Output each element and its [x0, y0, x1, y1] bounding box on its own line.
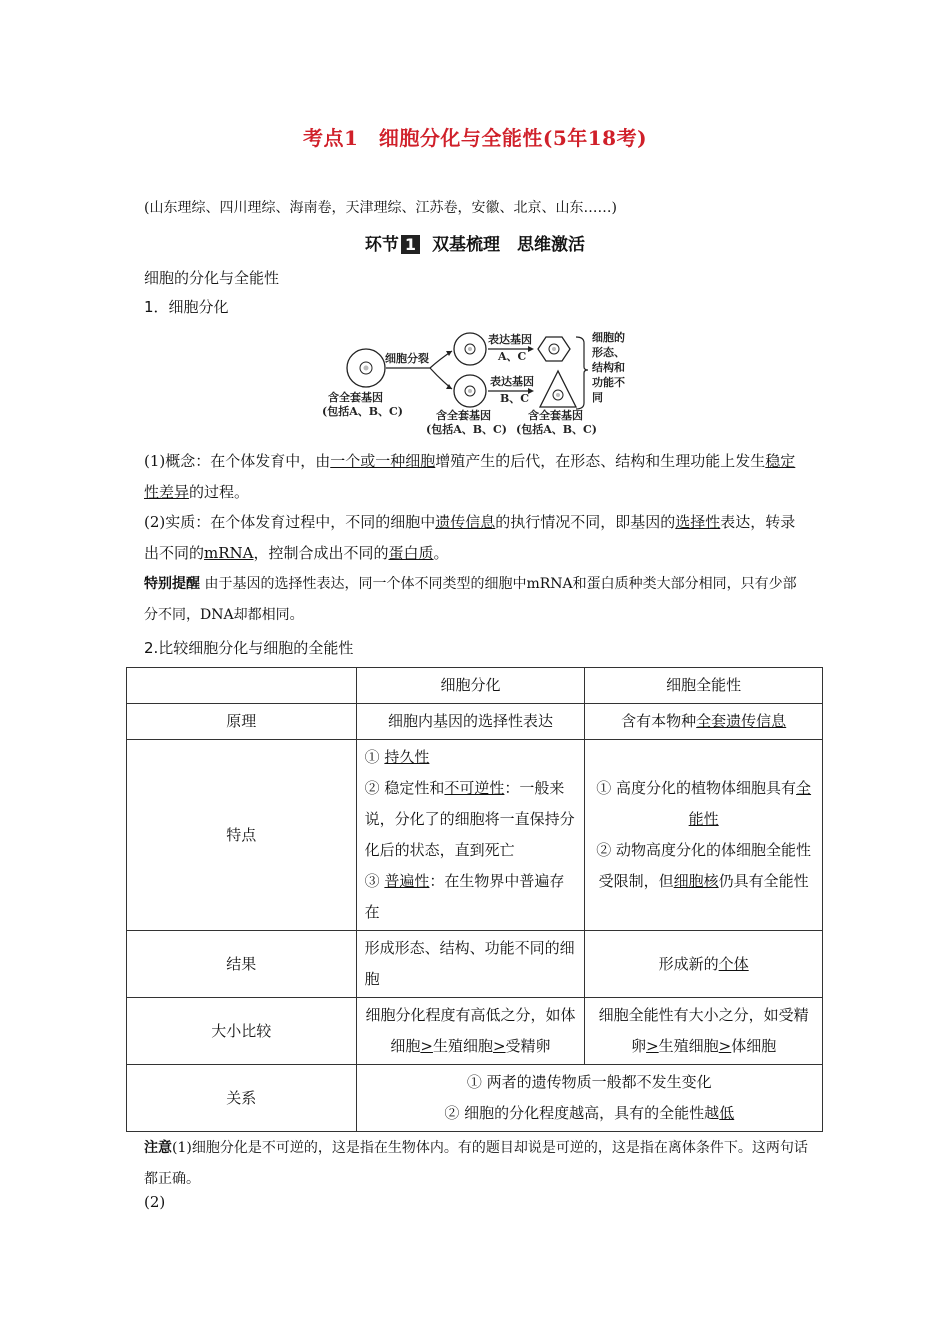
concept-underline-1: 一个或一种细胞: [330, 452, 436, 470]
note-item-2: (2): [144, 1193, 166, 1211]
essence-part-4: ，控制合成出不同的: [253, 544, 389, 562]
feature-1-num: ①: [364, 748, 385, 766]
result-totipotency: [585, 931, 823, 998]
toti-feature-1-underline: 全能性: [688, 779, 812, 828]
item1-heading: 1．细胞分化: [144, 298, 229, 316]
daughter-bottom-nucleolus: [468, 389, 472, 393]
essence-paragraph: [144, 507, 810, 569]
hexagon-nucleolus: [552, 347, 556, 351]
left-label-1: 含全套基因: [328, 391, 383, 404]
result-line-1: 细胞的: [592, 331, 625, 344]
bottom-genes-label: B、C: [500, 392, 530, 405]
principle-totipotency-underline: 全套遗传信息: [696, 712, 787, 730]
comparison-table: [126, 667, 823, 1132]
arrow-top-head: [528, 346, 534, 352]
top-genes-label: A、C: [498, 350, 527, 363]
size-toti-a: 细胞全能性有大小之分，如受精卵: [598, 1006, 809, 1055]
right-label-1: 含全套基因: [528, 409, 583, 422]
concept-suffix: 的过程。: [189, 483, 250, 501]
essence-part-5: 。: [433, 544, 449, 562]
table-header-row: [127, 668, 823, 704]
features-totipotency: [585, 740, 823, 931]
feature-3-underline: 普遍性: [384, 872, 430, 890]
tip-label: 特别提醒: [144, 576, 200, 592]
toti-feature-2-pre: ② 动物高度分化的体细胞全能性受限制，但: [596, 841, 812, 890]
size-toti-gt-2: >: [718, 1037, 732, 1055]
exam-sources: (山东理综、四川理综、海南卷，天津理综、江苏卷，安徽、北京、山东……): [144, 200, 617, 216]
row-label-relation: 关系: [127, 1065, 357, 1132]
essence-underline-3: mRNA: [204, 544, 254, 562]
row-label-size: 大小比较: [127, 998, 357, 1065]
concept-mid: 增殖产生的后代，在形态、结构和生理功能上发生: [435, 452, 766, 470]
relation-line-2-underline: 低: [719, 1104, 735, 1122]
table-row: [127, 1065, 823, 1132]
principle-totipotency: [585, 704, 823, 740]
arrow-up-head: [446, 351, 452, 356]
feature-3-text: ：在生物界中普遍存在: [364, 872, 565, 921]
section-banner: [0, 230, 950, 255]
feature-1-underline: 持久性: [384, 748, 430, 766]
mid-label-2: (包括A、B、C): [426, 423, 507, 436]
toti-feature-1-pre: ① 高度分化的植物体细胞具有: [596, 779, 797, 797]
relation-cell: [356, 1065, 822, 1132]
size-toti-c: 体细胞: [731, 1037, 777, 1055]
feature-2-underline: 不可逆性: [444, 779, 505, 797]
note-label: 注意: [144, 1140, 172, 1156]
size-diff-a: 细胞分化程度有高低之分，如体细胞: [365, 1006, 576, 1055]
right-label-2: (包括A、B、C): [516, 423, 597, 436]
row-label-features: 特点: [127, 740, 357, 931]
relation-line-2-pre: ② 细胞的分化程度越高，具有的全能性越: [444, 1104, 720, 1122]
essence-part-3: 表达，转录出不同的: [144, 513, 796, 562]
size-diff-gt-1: >: [420, 1037, 433, 1055]
size-toti-b: 生殖细胞: [658, 1037, 719, 1055]
banner-prefix: 环节: [364, 235, 399, 255]
size-toti-gt-1: >: [646, 1037, 659, 1055]
mid-label-1: 含全套基因: [436, 409, 491, 422]
size-diff-c: 受精卵: [505, 1037, 551, 1055]
header-totipotency: 细胞全能性: [585, 668, 823, 704]
table-row: [127, 931, 823, 998]
essence-underline-1: 遗传信息: [435, 513, 496, 531]
triangle-nucleolus: [556, 393, 560, 397]
features-differentiation: [356, 740, 585, 931]
essence-part-2: 的执行情况不同，即基因的: [495, 513, 676, 531]
table-row: [127, 740, 823, 931]
feature-3-num: ③: [364, 872, 385, 890]
toti-feature-2-underline: 细胞核: [673, 872, 719, 890]
table-row: [127, 998, 823, 1065]
banner-text: 双基梳理 思维激活: [432, 235, 586, 255]
result-differentiation: 形成形态、结构、功能不同的细胞: [356, 931, 585, 998]
feature-2-pre: ② 稳定性和: [364, 779, 445, 797]
left-label-2: (包括A、B、C): [322, 405, 403, 418]
toti-feature-2-text: 仍具有全能性: [718, 872, 809, 890]
tip-paragraph: [144, 569, 810, 631]
result-bracket: [576, 337, 588, 409]
result-totipotency-underline: 个体: [718, 954, 749, 973]
result-totipotency-pre: 形成新的: [658, 954, 719, 973]
parent-nucleolus: [364, 366, 369, 371]
arrow-label: 细胞分裂: [385, 352, 429, 365]
result-line-4: 功能不: [592, 376, 625, 389]
concept-paragraph: [144, 446, 810, 508]
principle-differentiation: 细胞内基因的选择性表达: [356, 704, 585, 740]
concept-underline-2: 稳定性差异: [144, 452, 796, 501]
concept-prefix: (1)概念：在个体发育中，由: [144, 452, 331, 470]
size-diff-b: 生殖细胞: [432, 1037, 493, 1055]
essence-part-1: (2)实质：在个体发育过程中，不同的细胞中: [144, 513, 436, 531]
item2-heading: 2.比较细胞分化与细胞的全能性: [144, 639, 354, 657]
size-diff-gt-2: >: [492, 1037, 506, 1055]
table-row: [127, 704, 823, 740]
daughter-top-nucleolus: [468, 347, 472, 351]
page-title: 考点1 细胞分化与全能性(5年18考): [302, 126, 648, 150]
note-text: (1)细胞分化是不可逆的，这是指在生物体内。有的题目却说是可逆的，这是指在离体条件下。这两句话都正确。: [144, 1140, 808, 1187]
tip-text: 由于基因的选择性表达，同一个体不同类型的细胞中mRNA和蛋白质种类大部分相同，只有少部分不同，DNA却都相同。: [144, 576, 797, 623]
result-line-3: 结构和: [592, 361, 625, 374]
triangle-cell: [540, 371, 576, 407]
size-totipotency: [585, 998, 823, 1065]
essence-underline-4: 蛋白质: [388, 544, 434, 562]
essence-underline-2: 选择性: [675, 513, 721, 531]
banner-number: 1: [401, 235, 420, 254]
cell-differentiation-diagram: [318, 323, 638, 441]
result-line-5: 同: [592, 391, 603, 404]
row-label-principle: 原理: [127, 704, 357, 740]
header-differentiation: 细胞分化: [356, 668, 585, 704]
size-differentiation: [356, 998, 585, 1065]
top-expr-label: 表达基因: [488, 333, 532, 346]
feature-2-text: ：一般来说，分化了的细胞将一直保持分化后的状态，直到死亡: [364, 779, 575, 859]
relation-line-1: ① 两者的遗传物质一般都不发生变化: [466, 1073, 712, 1091]
result-line-2: 形态、: [592, 346, 625, 359]
section-heading: 细胞的分化与全能性: [144, 269, 280, 287]
bottom-expr-label: 表达基因: [490, 375, 534, 388]
table-corner-cell: [127, 668, 357, 704]
row-label-result: 结果: [127, 931, 357, 998]
note-paragraph: [144, 1133, 810, 1195]
principle-totipotency-pre: 含有本物种: [621, 712, 697, 730]
